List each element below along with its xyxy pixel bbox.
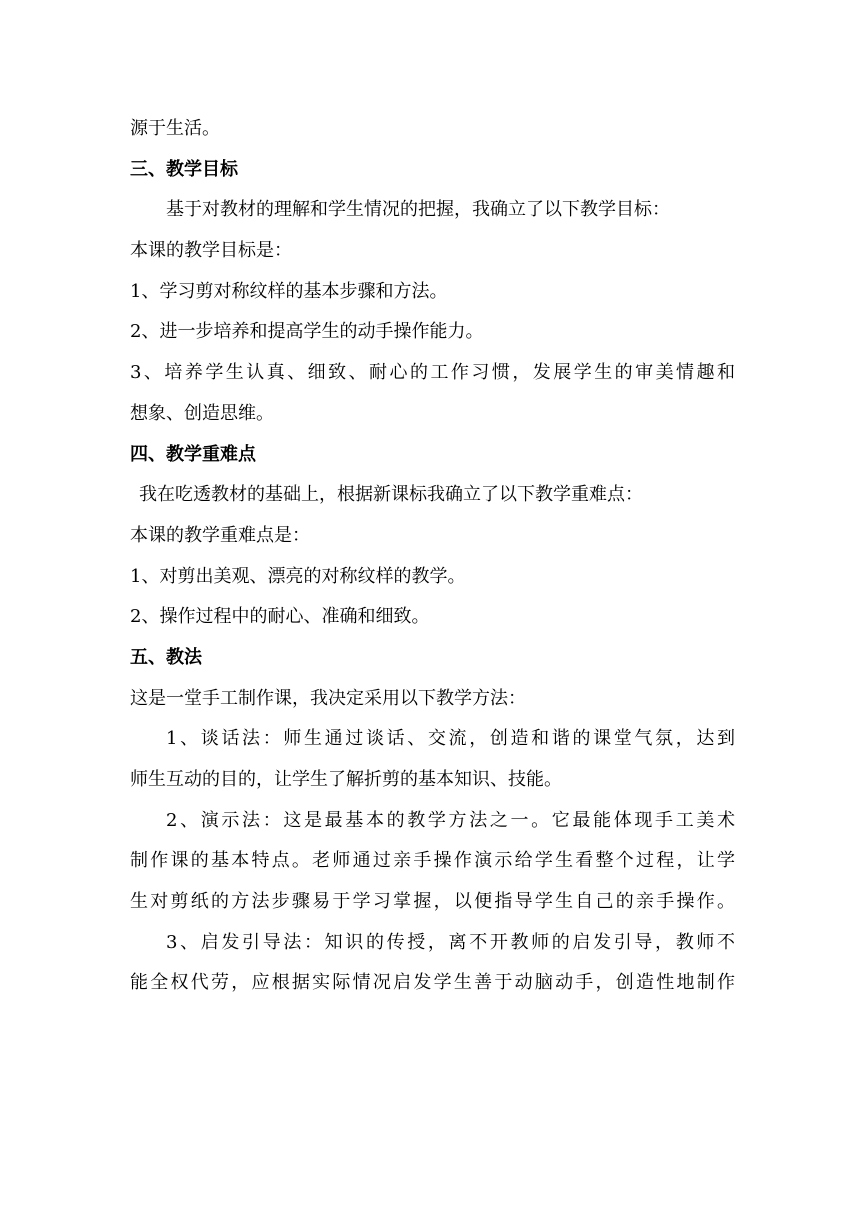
document-page [130, 109, 735, 1004]
list-item: 2、演示法：这是最基本的教学方法之一。它最能体现手工美术 [166, 809, 735, 831]
list-item: 3、培养学生认真、细致、耐心的工作习惯，发展学生的审美情趣和 [130, 362, 735, 384]
text-line: 师生互动的目的，让学生了解折剪的基本知识、技能。 [130, 769, 562, 790]
text-line: 我在吃透教材的基础上，根据新课标我确立了以下教学重难点： [139, 484, 643, 506]
section-heading-key-points: 四、教学重难点 [130, 443, 256, 465]
list-item: 1、学习剪对称纹样的基本步骤和方法。 [130, 280, 448, 302]
list-item: 2、操作过程中的耐心、准确和细致。 [130, 606, 430, 628]
list-item: 2、进一步培养和提高学生的动手操作能力。 [130, 321, 484, 343]
text-line: 制作课的基本特点。老师通过亲手操作演示给学生看整个过程，让学 [130, 850, 735, 872]
text-line: 能全权代劳，应根据实际情况启发学生善于动脑动手，创造性地制作 [130, 972, 735, 994]
list-item: 1、谈话法：师生通过谈话、交流，创造和谐的课堂气氛，达到 [166, 728, 735, 750]
text-line: 本课的教学重难点是： [130, 524, 310, 546]
section-heading-methods: 五、教法 [130, 646, 202, 668]
list-item: 3、启发引导法：知识的传授，离不开教师的启发引导，教师不 [166, 931, 735, 953]
text-line: 生对剪纸的方法步骤易于学习掌握，以便指导学生自己的亲手操作。 [130, 891, 735, 913]
list-item: 1、对剪出美观、漂亮的对称纹样的教学。 [130, 565, 466, 587]
text-line: 这是一堂手工制作课，我决定采用以下教学方法： [130, 687, 526, 709]
text-line: 基于对教材的理解和学生情况的把握，我确立了以下教学目标： [166, 199, 670, 221]
text-line: 想象、创造思维。 [130, 402, 274, 424]
section-heading-objectives: 三、教学目标 [130, 158, 238, 180]
text-line: 本课的教学目标是： [130, 240, 292, 262]
text-line: 源于生活。 [130, 118, 220, 139]
